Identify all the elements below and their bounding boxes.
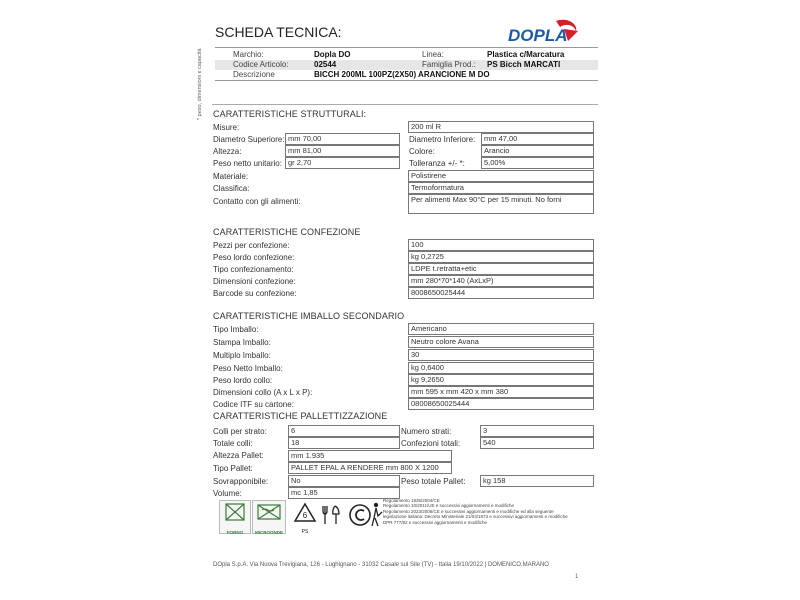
altezza-label: Altezza: xyxy=(213,147,242,156)
confezione-row-value: 100 xyxy=(408,239,594,251)
dopla-logo xyxy=(506,19,580,49)
materiale-value: Polistirene xyxy=(408,170,594,182)
contatto-label: Contatto con gli alimenti: xyxy=(213,197,301,206)
side-note: * peso, dimensioni e capacità xyxy=(197,48,203,120)
imballo-row-value: 30 xyxy=(408,349,594,361)
ps-label: PS xyxy=(301,529,309,535)
imballo-title: CARATTERISTICHE IMBALLO SECONDARIO xyxy=(213,311,405,321)
sovrapponibile-value: No xyxy=(288,475,400,487)
tipo-pallet-value: PALLET EPAL A RENDERE mm 800 X 1200 xyxy=(288,462,452,474)
peso-totale-pallet-label: Peso totale Pallet: xyxy=(401,477,466,486)
confezione-row-value: 8008650025444 xyxy=(408,287,594,299)
famiglia-label: Famiglia Prod.: xyxy=(422,60,476,69)
totale-colli-value: 18 xyxy=(288,437,400,449)
regulation-line: Regolamento 10/2011/UE e successivi aggiornamenti e modifiche xyxy=(383,503,514,509)
linea-label: Linea: xyxy=(422,50,444,59)
famiglia-value: PS Bicch MARCATI xyxy=(487,60,561,69)
section-separator xyxy=(212,104,598,105)
marchio-value: Dopla DO xyxy=(314,50,351,59)
regulation-line: Regolamento 1935/2004/CE xyxy=(383,498,440,503)
recycle-ps-icon xyxy=(292,502,318,535)
diametro-inferiore-label: Diametro Inferiore: xyxy=(409,135,476,144)
imballo-row-label: Multiplo Imballo: xyxy=(213,351,271,360)
altezza-pallet-label: Altezza Pallet: xyxy=(213,451,264,460)
header-top-rule xyxy=(215,47,598,48)
regulation-line: DPR 777/82 e successivi aggiornamenti e modifiche xyxy=(383,519,488,525)
food-contact-icon xyxy=(319,502,345,528)
header-bottom-rule xyxy=(215,80,598,81)
imballo-row-label: Peso lordo collo: xyxy=(213,376,273,385)
volume-label: Volume: xyxy=(213,489,242,498)
tipo-pallet-label: Tipo Pallet: xyxy=(213,464,253,473)
page-number: 1 xyxy=(575,574,579,580)
colore-label: Colore: xyxy=(409,147,435,156)
tolleranza-value: 5,00% xyxy=(481,157,594,169)
codice-value: 02544 xyxy=(314,60,337,69)
regulations-block xyxy=(383,498,583,525)
ps-code: 6 xyxy=(302,511,308,520)
diametro-superiore-value: mm 70,00 xyxy=(285,133,400,145)
confezioni-totali-value: 540 xyxy=(480,437,594,449)
confezioni-totali-label: Confezioni totali: xyxy=(401,439,461,448)
confezione-row-label: Barcode su confezione: xyxy=(213,289,297,298)
numero-strati-value: 3 xyxy=(480,425,594,437)
misure-value: 200 ml R xyxy=(408,121,594,133)
tolleranza-label: Tolleranza +/- *: xyxy=(409,159,465,168)
peso-netto-label: Peso netto unitario: xyxy=(213,159,282,168)
pallet-title: CARATTERISTICHE PALLETTIZZAZIONE xyxy=(213,411,388,421)
colli-strato-label: Colli per strato: xyxy=(213,427,267,436)
peso-netto-value: gr 2,70 xyxy=(285,157,400,169)
confezione-row-label: Peso lordo confezione: xyxy=(213,253,295,262)
peso-totale-pallet-value: kg 158 xyxy=(480,475,594,487)
confezione-row-value: LDPE t.retratta+etic xyxy=(408,263,594,275)
classifica-label: Classifica: xyxy=(213,184,250,193)
materiale-label: Materiale: xyxy=(213,172,249,181)
imballo-row-label: Dimensioni collo (A x L x P): xyxy=(213,388,313,397)
svg-text:DOPLA: DOPLA xyxy=(508,26,568,45)
misure-label: Misure: xyxy=(213,123,240,132)
diametro-inferiore-value: mm 47,00 xyxy=(481,133,594,145)
imballo-row-value: Neutro colore Avana xyxy=(408,336,594,348)
colli-strato-value: 6 xyxy=(288,425,400,437)
tidyman-icon xyxy=(370,500,384,532)
confezione-title: CARATTERISTICHE CONFEZIONE xyxy=(213,227,361,237)
footer-address: DOpla S.p.A. Via Nuova Trevigiana, 126 - Lughignano - 31032 Casale sul Sile (TV) - Italia 19/10/2022 | DOMENICO.MARANO xyxy=(213,562,549,568)
regulation-line: Regolamento 2023/2006/CE e successivi aggiornamenti e modifiche ed alla seguente xyxy=(383,508,554,514)
numero-strati-label: Numero strati: xyxy=(401,427,452,436)
strutturali-title: CARATTERISTICHE STRUTTURALI: xyxy=(213,109,367,119)
codice-label: Codice Articolo: xyxy=(233,60,289,69)
linea-value: Plastica c/Marcatura xyxy=(487,50,565,59)
totale-colli-label: Totale colli: xyxy=(213,439,253,448)
sovrapponibile-label: Sovrapponibile: xyxy=(213,477,269,486)
diametro-superiore-label: Diametro Superiore: xyxy=(213,135,285,144)
confezione-row-label: Tipo confezionamento: xyxy=(213,265,294,274)
confezione-row-value: mm 280*70*140 (AxLxP) xyxy=(408,275,594,287)
imballo-row-value: kg 9,2650 xyxy=(408,374,594,386)
imballo-row-label: Peso Netto Imballo: xyxy=(213,364,283,373)
volume-value: mc 1,85 xyxy=(288,487,400,499)
descrizione-label: Descrizione xyxy=(233,70,275,79)
contatto-value: Per alimenti Max 90°C per 15 minuti. No forni xyxy=(408,194,594,214)
altezza-value: mm 81,00 xyxy=(285,145,400,157)
imballo-row-value: Americano xyxy=(408,323,594,335)
descrizione-value: BICCH 200ML 100PZ(2X50) ARANCIONE M DO xyxy=(314,70,490,79)
imballo-row-value: kg 0,6400 xyxy=(408,362,594,374)
colore-value: Arancio xyxy=(481,145,594,157)
classifica-value: Termoformatura xyxy=(408,182,594,194)
confezione-row-label: Dimensioni confezione: xyxy=(213,277,296,286)
regulation-line: legislazione italiana: Decreto Ministeriale 21/03/1973 e successivi aggiornamenti e modifiche xyxy=(383,514,568,520)
imballo-row-label: Codice ITF su cartone: xyxy=(213,400,294,409)
marchio-label: Marchio: xyxy=(233,50,264,59)
altezza-pallet-value: mm 1.935 xyxy=(288,450,452,462)
confezione-row-label: Pezzi per confezione: xyxy=(213,241,290,250)
confezione-row-value: kg 0,2725 xyxy=(408,251,594,263)
imballo-row-label: Stampa Imballo: xyxy=(213,338,271,347)
imballo-row-value: mm 595 x mm 420 x mm 380 xyxy=(408,386,594,398)
microonde-label: MICROONDE xyxy=(255,530,283,535)
no-oven-icon xyxy=(219,500,251,534)
imballo-row-label: Tipo Imballo: xyxy=(213,325,259,334)
no-microwave-icon xyxy=(252,500,286,534)
imballo-row-value: 08008650025444 xyxy=(408,398,594,410)
page-title: SCHEDA TECNICA: xyxy=(215,24,342,40)
forno-label: FORNO xyxy=(226,530,244,535)
